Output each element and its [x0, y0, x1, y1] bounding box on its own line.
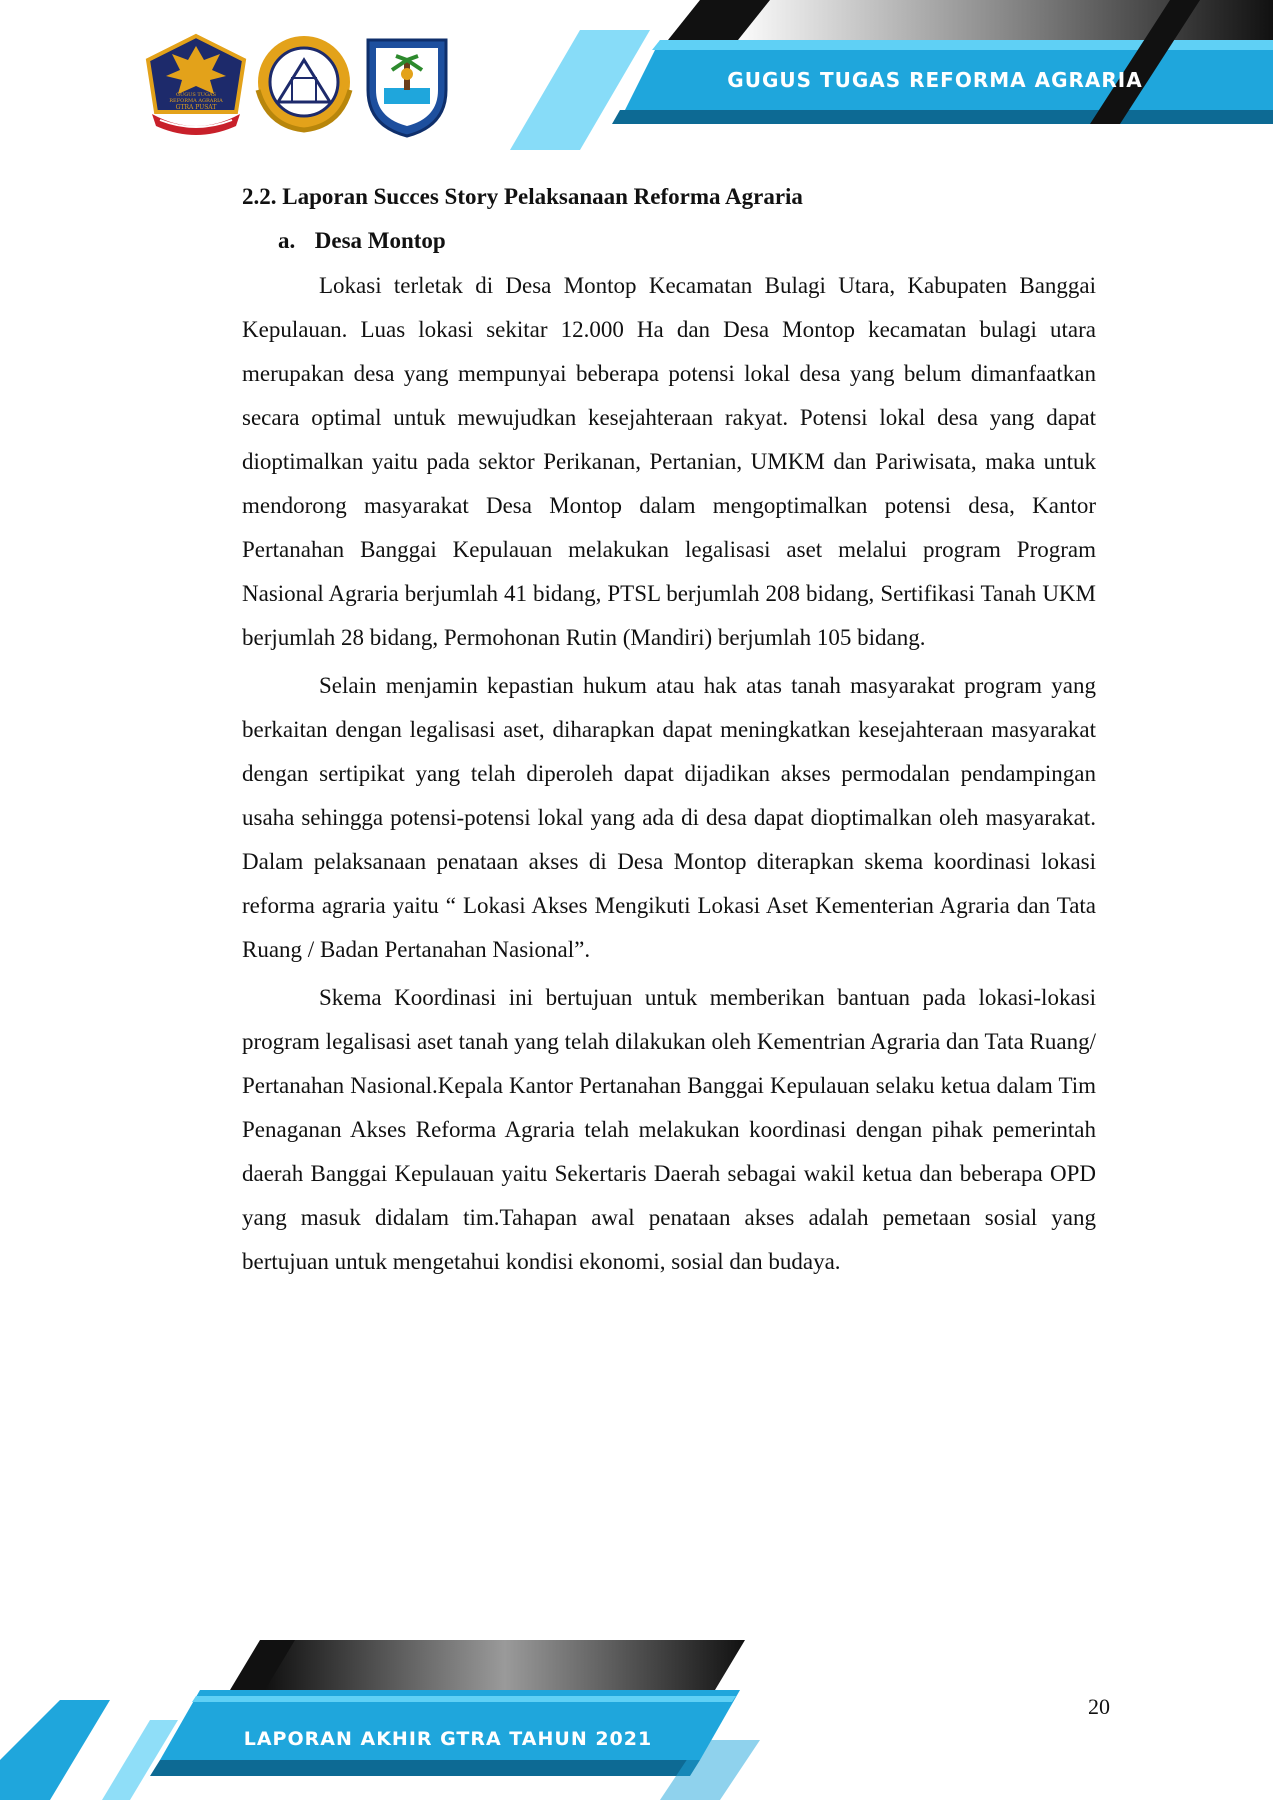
- paragraph-2: Selain menjamin kepastian hukum atau hak atas tanah masyarakat program yang berkaitan dengan legalisasi aset, diharapkan dapat meningkatkan kesejahteraan masyarakat dengan sertipikat yang telah diperoleh dapat dijadikan akses permodalan pendampingan usaha sehingga potensi-potensi lokal yang ada di desa dapat dioptimalkan oleh masyarakat. Dalam pelaksanaan penataan akses di Desa Montop diterapkan skema koordinasi lokasi reforma agraria yaitu “ Lokasi Akses Mengikuti Lokasi Aset Kementerian Agraria dan Tata Ruang / Badan Pertanahan Nasional”.: [242, 673, 1096, 962]
- header-title: GUGUS TUGAS REFORMA AGRARIA: [727, 68, 1143, 92]
- svg-text:REFORMA AGRARIA: REFORMA AGRARIA: [169, 98, 223, 104]
- section-heading: 2.2. Laporan Succes Story Pelaksanaan Reforma Agraria: [242, 184, 803, 209]
- svg-text:GUGUS TUGAS: GUGUS TUGAS: [175, 92, 217, 98]
- paragraph-3: Skema Koordinasi ini bertujuan untuk memberikan bantuan pada lokasi-lokasi program legalisasi aset tanah yang telah dilakukan oleh Kementrian Agraria dan Tata Ruang/ Pertanahan Nasional.Kepala Kantor Pertanahan Banggai Kepulauan selaku ketua dalam Tim Penaganan Akses Reforma Agraria telah melakukan koordinasi dengan pihak pemerintah daerah Banggai Kepulauan yaitu Sekertaris Daerah sebagai wakil ketua dan beberapa OPD yang masuk didalam tim.Tahapan awal penataan akses adalah pemetaan sosial yang bertujuan untuk mengetahui kondisi ekonomi, sosial dan budaya.: [242, 985, 1096, 1274]
- document-body: [242, 178, 1096, 1284]
- subsection-title: Desa Montop: [314, 228, 446, 253]
- svg-text:GTRA PUSAT: GTRA PUSAT: [175, 104, 217, 111]
- regency-logo: [362, 30, 452, 140]
- page-number: 20: [1088, 1694, 1110, 1719]
- gtra-pusat-logo: [140, 30, 252, 140]
- footer-banner: [0, 1640, 800, 1800]
- footer-title: LAPORAN AKHIR GTRA TAHUN 2021: [243, 1728, 653, 1750]
- atr-bpn-logo: [248, 30, 360, 140]
- paragraph-1: Lokasi terletak di Desa Montop Kecamatan Bulagi Utara, Kabupaten Banggai Kepulauan. Luas lokasi sekitar 12.000 Ha dan Desa Montop kecamatan bulagi utara merupakan desa yang mempunyai beberapa potensi lokal desa yang belum dimanfaatkan secara optimal untuk mewujudkan kesejahteraan rakyat. Potensi lokal desa yang dapat dioptimalkan yaitu pada sektor Perikanan, Pertanian, UMKM dan Pariwisata, maka untuk mendorong masyarakat Desa Montop dalam mengoptimalkan potensi desa, Kantor Pertanahan Banggai Kepulauan melakukan legalisasi aset melalui program Program Nasional Agraria berjumlah 41 bidang, PTSL berjumlah 208 bidang, Sertifikasi Tanah UKM berjumlah 28 bidang, Permohonan Rutin (Mandiri) berjumlah 105 bidang.: [242, 273, 1096, 650]
- subsection-label: a.: [278, 228, 296, 253]
- subsection-heading: [278, 222, 1096, 260]
